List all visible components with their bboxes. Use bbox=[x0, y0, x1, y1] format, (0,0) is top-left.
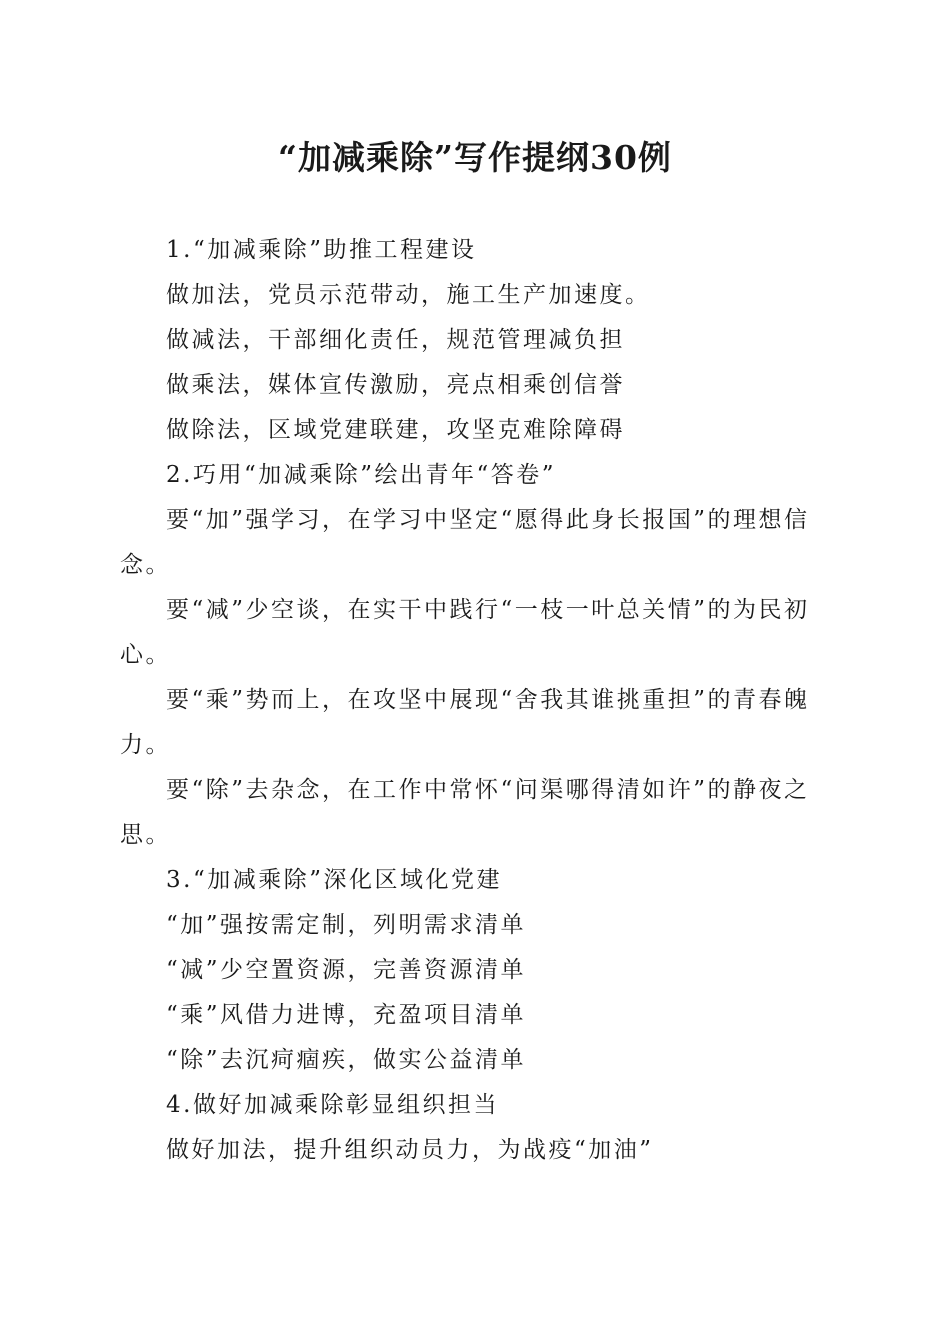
paragraph: “乘”风借力进博，充盈项目清单 bbox=[166, 1002, 527, 1028]
section-heading-2: 2.巧用“加减乘除”绘出青年“答卷” bbox=[166, 462, 556, 488]
paragraph: 做好加法，提升组织动员力，为战疫“加油” bbox=[166, 1137, 654, 1163]
paragraph: 做乘法，媒体宣传激励，亮点相乘创信誉 bbox=[166, 372, 625, 398]
section-heading-3: 3.“加减乘除”深化区域化党建 bbox=[166, 867, 502, 893]
paragraph: “加”强按需定制，列明需求清单 bbox=[166, 912, 527, 938]
paragraph: 要“加”强学习，在学习中坚定“愿得此身长报国”的理想信念。 bbox=[120, 507, 810, 578]
paragraph: 要“乘”势而上，在攻坚中展现“舍我其谁挑重担”的青春魄力。 bbox=[120, 687, 810, 758]
paragraph: 要“减”少空谈，在实干中践行“一枝一叶总关情”的为民初心。 bbox=[120, 597, 810, 668]
section-heading-1: 1.“加减乘除”助推工程建设 bbox=[166, 237, 477, 263]
paragraph: 做除法，区域党建联建，攻坚克难除障碍 bbox=[166, 417, 625, 443]
paragraph: 要“除”去杂念，在工作中常怀“问渠哪得清如许”的静夜之思。 bbox=[120, 777, 810, 848]
document-body bbox=[120, 228, 830, 1173]
section-heading-4: 4.做好加减乘除彰显组织担当 bbox=[166, 1092, 499, 1118]
paragraph: “除”去沉疴痼疾，做实公益清单 bbox=[166, 1047, 527, 1073]
paragraph: “减”少空置资源，完善资源清单 bbox=[166, 957, 527, 983]
paragraph: 做减法，干部细化责任，规范管理减负担 bbox=[166, 327, 625, 353]
document-title: “加减乘除”写作提纲30例 bbox=[278, 138, 672, 177]
paragraph: 做加法，党员示范带动，施工生产加速度。 bbox=[166, 282, 651, 308]
